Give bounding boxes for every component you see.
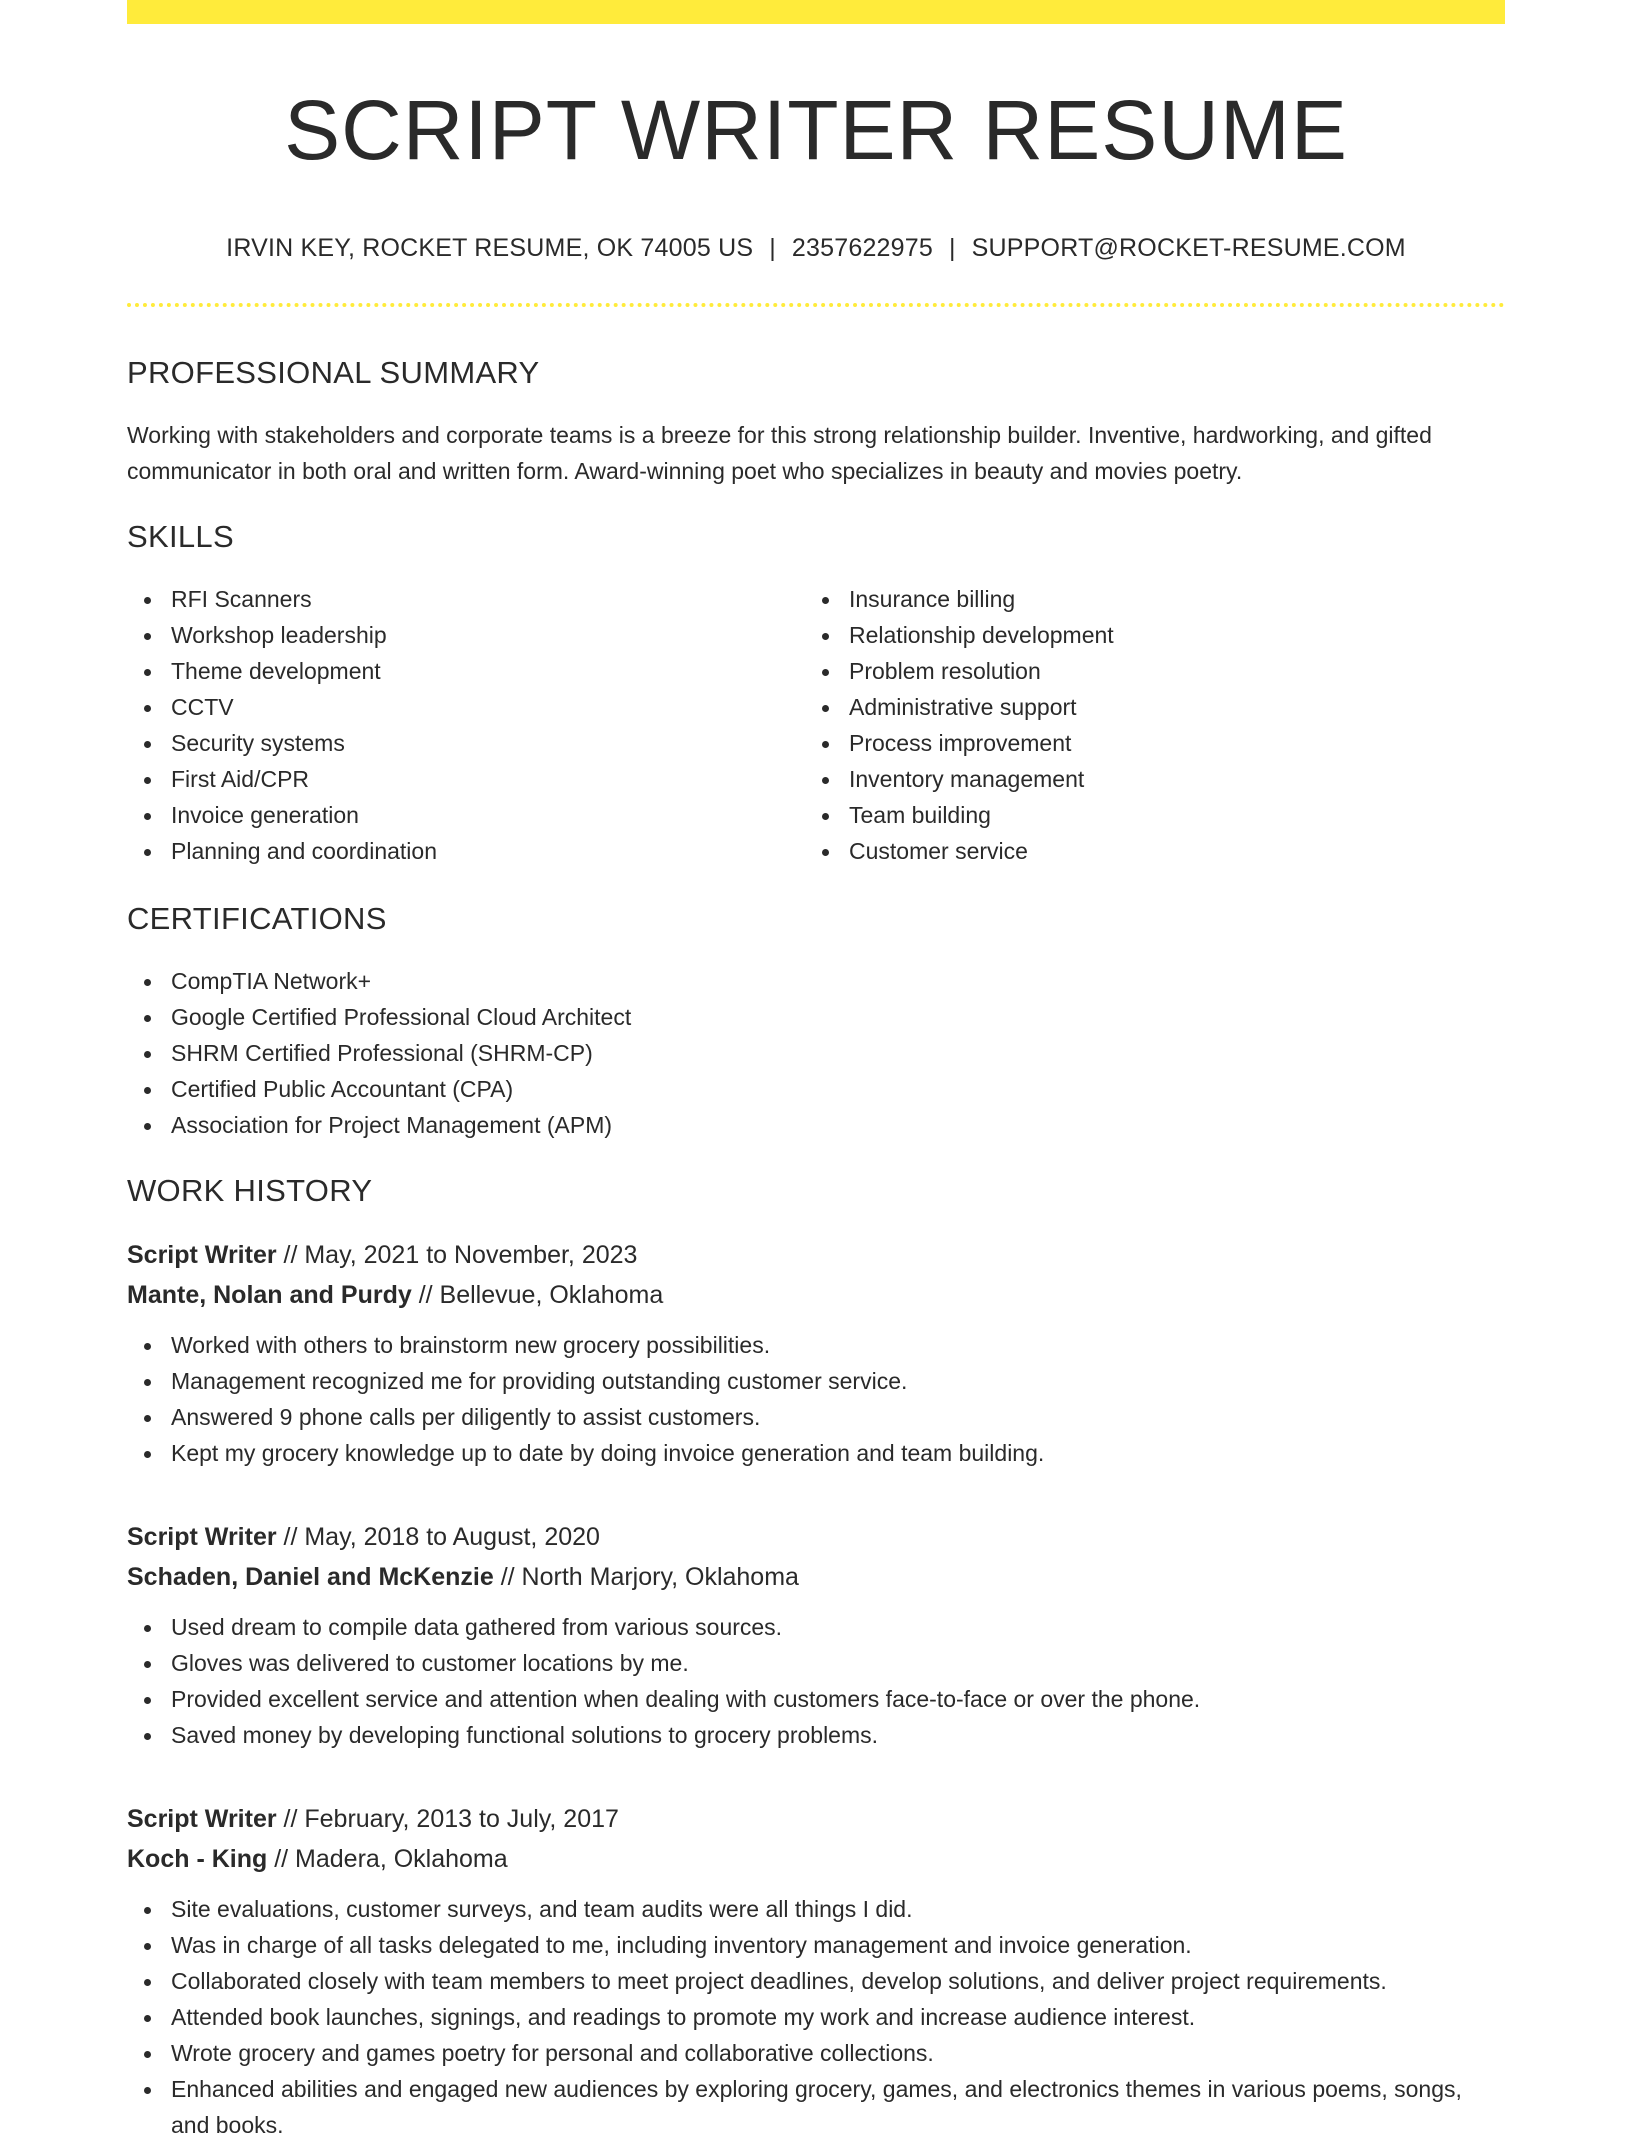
skill-item: Theme development xyxy=(127,653,805,689)
job-bullet: Management recognized me for providing outstanding customer service. xyxy=(127,1363,1505,1399)
job-company: Schaden, Daniel and McKenzie xyxy=(127,1563,494,1592)
skill-item: Team building xyxy=(805,797,1483,833)
certification-item: SHRM Certified Professional (SHRM-CP) xyxy=(127,1035,1505,1071)
job-bullets xyxy=(127,1609,1505,1753)
job-title-line xyxy=(127,1799,1505,1839)
skill-item: Relationship development xyxy=(805,617,1483,653)
contact-phone: 2357622975 xyxy=(791,234,933,263)
job-bullet: Attended book launches, signings, and readings to promote my work and increase audience interest. xyxy=(127,1999,1505,2035)
job-dates: // February, 2013 to July, 2017 xyxy=(276,1805,619,1834)
contact-separator: | xyxy=(769,234,776,263)
job-bullets xyxy=(127,1891,1505,2143)
summary-text: Working with stakeholders and corporate teams is a breeze for this strong relationship builder. Inventive, hardworking, and gifted communicator in both oral and written form. Award-winning poet who specializes in beauty and movies poetry. xyxy=(127,422,1432,485)
contact-address: IRVIN KEY, ROCKET RESUME, OK 74005 US xyxy=(226,234,754,263)
certification-item: Association for Project Management (APM) xyxy=(127,1107,1505,1143)
job-title: Script Writer xyxy=(127,1241,277,1270)
job-company: Mante, Nolan and Purdy xyxy=(127,1281,412,1310)
skill-item: Insurance billing xyxy=(805,581,1483,617)
skills-column-right xyxy=(805,581,1483,869)
job-company: Koch - King xyxy=(127,1845,268,1874)
certification-item: Certified Public Accountant (CPA) xyxy=(127,1071,1505,1107)
job-location: // North Marjory, Oklahoma xyxy=(493,1563,799,1592)
contact-separator: | xyxy=(948,234,956,263)
certification-item: CompTIA Network+ xyxy=(127,963,1505,999)
certification-item: Google Certified Professional Cloud Architect xyxy=(127,999,1505,1035)
job-dates: // May, 2018 to August, 2020 xyxy=(276,1523,600,1552)
skill-item: Security systems xyxy=(127,725,805,761)
job-bullet: Gloves was delivered to customer locations by me. xyxy=(127,1645,1505,1681)
job-bullet: Used dream to compile data gathered from various sources. xyxy=(127,1609,1505,1645)
job-bullet: Site evaluations, customer surveys, and team audits were all things I did. xyxy=(127,1891,1505,1927)
job-bullets xyxy=(127,1327,1505,1471)
job-title-line xyxy=(127,1517,1505,1557)
page-title: SCRIPT WRITER RESUME xyxy=(284,83,1348,177)
resume-page xyxy=(127,0,1505,2143)
job-entry xyxy=(127,1235,1505,1471)
job-company-line xyxy=(127,1839,1505,1879)
job-title: Script Writer xyxy=(127,1805,277,1834)
job-bullet: Kept my grocery knowledge up to date by doing invoice generation and team building. xyxy=(127,1435,1505,1471)
skill-item: RFI Scanners xyxy=(127,581,805,617)
accent-bar xyxy=(127,0,1505,24)
job-bullet: Wrote grocery and games poetry for personal and collaborative collections. xyxy=(127,2035,1505,2071)
job-company-line xyxy=(127,1275,1505,1315)
skills-column-left xyxy=(127,581,805,869)
job-bullet: Worked with others to brainstorm new grocery possibilities. xyxy=(127,1327,1505,1363)
skill-item: Customer service xyxy=(805,833,1483,869)
job-entry xyxy=(127,1517,1505,1753)
skill-item: Invoice generation xyxy=(127,797,805,833)
job-bullet: Collaborated closely with team members to meet project deadlines, develop solutions, and deliver project requirements. xyxy=(127,1963,1505,1999)
job-bullet: Provided excellent service and attention when dealing with customers face-to-face or over the phone. xyxy=(127,1681,1505,1717)
skill-item: Process improvement xyxy=(805,725,1483,761)
job-title: Script Writer xyxy=(127,1523,277,1552)
job-bullet: Enhanced abilities and engaged new audiences by exploring grocery, games, and electronics themes in various poems, songs, and books. xyxy=(127,2071,1505,2143)
skill-item: First Aid/CPR xyxy=(127,761,805,797)
job-title-line xyxy=(127,1235,1505,1275)
job-dates: // May, 2021 to November, 2023 xyxy=(276,1241,638,1270)
summary-heading: PROFESSIONAL SUMMARY xyxy=(127,355,540,391)
skills-list xyxy=(127,581,1505,869)
job-location: // Bellevue, Oklahoma xyxy=(411,1281,664,1310)
skill-item: CCTV xyxy=(127,689,805,725)
job-bullet: Was in charge of all tasks delegated to me, including inventory management and invoice generation. xyxy=(127,1927,1505,1963)
skill-item: Inventory management xyxy=(805,761,1483,797)
work-history-heading: WORK HISTORY xyxy=(127,1173,373,1209)
contact-email: SUPPORT@ROCKET-RESUME.COM xyxy=(971,234,1406,263)
job-entry xyxy=(127,1799,1505,2143)
job-location: // Madera, Oklahoma xyxy=(267,1845,508,1874)
contact-line xyxy=(127,234,1505,263)
skill-item: Problem resolution xyxy=(805,653,1483,689)
skill-item: Workshop leadership xyxy=(127,617,805,653)
job-bullet: Saved money by developing functional solutions to grocery problems. xyxy=(127,1717,1505,1753)
skill-item: Planning and coordination xyxy=(127,833,805,869)
job-bullet: Answered 9 phone calls per diligently to assist customers. xyxy=(127,1399,1505,1435)
skills-heading: SKILLS xyxy=(127,519,234,555)
job-company-line xyxy=(127,1557,1505,1597)
dotted-divider xyxy=(127,303,1505,307)
certifications-heading: CERTIFICATIONS xyxy=(127,901,387,937)
certifications-list xyxy=(127,963,1505,1143)
skill-item: Administrative support xyxy=(805,689,1483,725)
